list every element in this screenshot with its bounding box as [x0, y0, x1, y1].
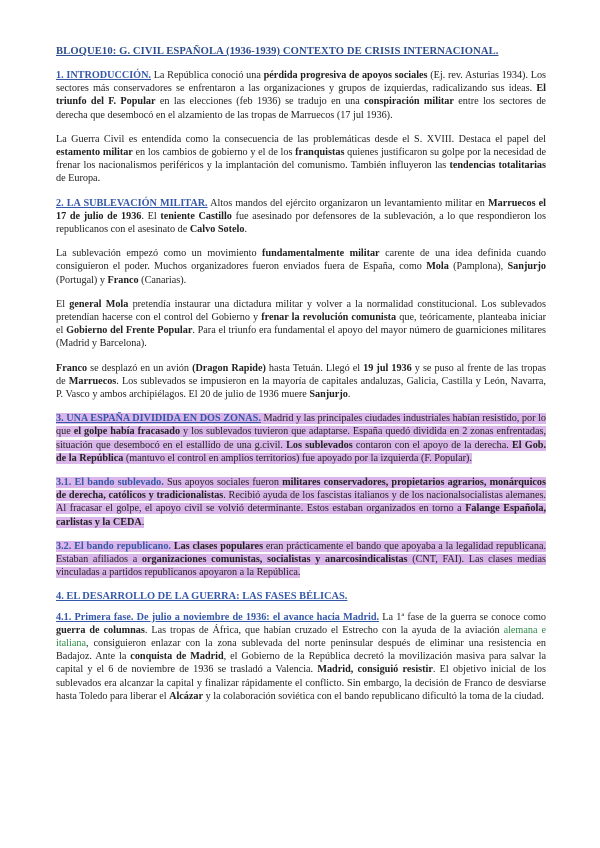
bold-text: Marruecos [68, 375, 117, 387]
paragraph-primera-fase [56, 611, 546, 703]
bold-text: Alcázar [169, 690, 204, 702]
text: de Europa. [56, 173, 101, 185]
text: hasta Tetuán. Llegó el [265, 362, 364, 374]
paragraph-guerra-civil [56, 133, 546, 186]
text: . [141, 516, 145, 528]
bold-text: El triunfo del F. Popular [56, 83, 546, 108]
heading-espana-dividida: 3. UNA ESPAÑA DIVIDIDA EN DOS ZONAS. [56, 413, 261, 425]
paragraph-movimiento [56, 247, 546, 287]
text: . Los sublevados se impusieron en la mayoría de capitales andaluzas, Galicia, Castilla y León, Navarra, P. Vasco y ambos archipiélagos. El 20 de julio de 1936 muere [56, 375, 546, 401]
text: . El objetivo inicial de los sublevados era alcanzar la capital y finalizar rápidamente el conflicto. Sin embargo, la decisión de Franco de desviarse hasta Toledo para liberar el [56, 664, 546, 702]
bold-text: El Gob. de la República [56, 439, 547, 464]
text: (Portugal) y [56, 274, 108, 286]
bold-text: estamento militar [56, 147, 133, 159]
text: (mantuvo el control en amplios territorios) fue apoyado por la izquierda (F. Popular). [123, 452, 472, 464]
text: La Guerra Civil es entendida como la consecuencia de las problemáticas desde el S. XVIII. Destaca el papel del [56, 133, 546, 145]
bold-text: Sanjurjo [507, 261, 547, 273]
text: Madrid y las principales ciudades industriales habían resistido, por lo que [56, 413, 547, 438]
text: eran prácticamente el bando que apoyaba a la legalidad republicana. Estaban afiliados a [56, 540, 547, 566]
text: . [244, 224, 247, 236]
document-title: BLOQUE10: G. CIVIL ESPAÑOLA (1936-1939) CONTEXTO DE CRISIS INTERNACIONAL. [56, 46, 499, 57]
text: Altos mandos del ejército organizaron un levantamiento militar en [207, 197, 489, 209]
text: , el Gobierno de la República decretó la movilización masiva para salvar la capital y el 6 de noviembre de 1936 se trasladó a Valencia. [56, 651, 546, 676]
paragraph-sublevacion [56, 197, 546, 237]
bold-text: 19 jul 1936 [363, 362, 412, 374]
green-text: alemana e italiana [56, 624, 546, 649]
text: en los cambios de gobierno y el de los [132, 147, 296, 159]
text: El [56, 298, 70, 310]
bold-text: general Mola [69, 298, 129, 310]
text: (CNT, FAI). Las clases medias vinculadas a partidos republicanos apoyaron a la República. [56, 554, 546, 579]
bold-text: Falange Española, carlistas y la CEDA [56, 503, 546, 528]
bold-text: fundamentalmente militar [262, 248, 380, 260]
paragraph-franco [56, 362, 546, 402]
text: . El [141, 210, 161, 222]
bold-text: tendencias totalitarias [449, 160, 546, 172]
text: (Canarias). [138, 274, 187, 286]
text: entre los sectores de derecha que desembocó en el alzamiento de las tropas de Marruecos (17 jul 1936). [56, 96, 546, 121]
heading-bando-sublevado: 3.1. El bando sublevado. [56, 477, 164, 489]
heading-desarrollo-guerra: 4. EL DESARROLLO DE LA GUERRA: LAS FASES BÉLICAS. [56, 590, 348, 602]
text: se desplazó en un avión [87, 362, 193, 374]
bold-text: Las clases populares [173, 540, 264, 552]
document-page [56, 46, 546, 714]
text: . Para el triunfo era fundamental el apoyo del mayor número de guarniciones militares (Madrid y Barcelona). [56, 325, 546, 350]
paragraph-introduccion [56, 69, 546, 122]
bold-text: Madrid, consiguió resistir [317, 664, 433, 676]
text: (Ej. rev. Asturias 1934). Los sectores más conservadores se enfrentaron a las organizaciones y grupos de izquierdas, radicalizando sus ideas. [56, 70, 546, 95]
text: quienes justificaron su golpe por la necesidad de frenar los nacionalismos periféricos y la implantación del comunismo. También influyeron las [56, 147, 547, 172]
bold-text: frenar la revolución comunista [261, 312, 397, 324]
text: La sublevación empezó como un movimiento [56, 248, 263, 260]
paragraph-general-mola [56, 298, 546, 351]
paragraph-bando-sublevado [56, 476, 546, 529]
text: fue asesinado por defensores de la sublevación, a lo que respondieron los republicanos con el asesinato de [56, 210, 546, 236]
text: . Las tropas de África, que habían cruzado el Estrecho con la ayuda de la aviación [144, 624, 504, 636]
paragraph-espana-dividida [56, 412, 546, 465]
text: , consiguieron enlazar con la zona sublevada del norte peninsular después de eliminar una resistencia en Badajoz. Ante la [56, 637, 546, 663]
bold-text: conquista de Madrid [130, 651, 224, 663]
text: y se puso al frente de las tropas de [56, 362, 546, 387]
bold-text: conspiración militar [364, 96, 454, 108]
bold-text: guerra de columnas [56, 624, 145, 636]
bold-text: pérdida progresiva de apoyos sociales [263, 70, 428, 81]
bold-text: Calvo Sotelo [189, 224, 245, 236]
text: Sus apoyos sociales fueron [163, 477, 283, 489]
text: pretendía instaurar una dictadura militar y volver a la normalidad constitucional. Los sublevados pretendían hacerse con el control del Gobierno y [56, 298, 546, 324]
bold-text: Sanjurjo [309, 389, 348, 401]
text: carente de una idea definida cuando consiguieron el poder. Muchos organizadores fueron enviados fuera de España, como [56, 248, 546, 273]
text: contaron con el apoyo de la derecha. [352, 439, 512, 451]
text: La República conoció una [150, 70, 264, 81]
bold-text: teniente Castillo [160, 210, 232, 222]
text: en las elecciones (feb 1936) se tradujo en una [155, 96, 365, 108]
heading-bando-republicano: 3.2. El bando republicano. [56, 540, 171, 552]
text: . Recibió ayuda de los fascistas italianos y de los nacionalsocialistas alemanes. Al fracasar el golpe, el apoyo civil se volvió determinante. Estos estaban organizados en torno a [56, 490, 546, 515]
bold-text: el golpe había fracasado [73, 426, 181, 438]
bold-text: organizaciones comunistas, socialistas y anarcosindicalistas [141, 554, 408, 566]
bold-text: franquistas [295, 147, 345, 159]
bold-text: Los sublevados [286, 439, 353, 451]
bold-text: (Dragon Rapide) [192, 362, 266, 374]
text: La 1ª fase de la guerra se conoce como [379, 611, 546, 623]
text: y los sublevados tuvieron que adaptarse. España quedó dividida en 2 zonas enfrentadas, situación que desembocó en el estallido de una g.civil. [56, 426, 546, 451]
heading-sublevacion: 2. LA SUBLEVACIÓN MILITAR. [56, 197, 208, 209]
text: (Pamplona), [448, 261, 508, 273]
bold-text: Franco [107, 274, 139, 286]
text: . [347, 389, 351, 401]
bold-text: Mola [426, 261, 449, 273]
bold-text: militares conservadores, propietarios agrarios, monárquicos de derecha, católicos y tradicionalistas [56, 477, 546, 502]
bold-text: Marruecos el 17 de julio de 1936 [56, 197, 546, 222]
text: que, teóricamente, planteaba iniciar el [56, 312, 546, 337]
heading-introduccion: 1. INTRODUCCIÓN. [56, 70, 151, 81]
paragraph-bando-republicano [56, 540, 546, 580]
bold-text: Gobierno del Frente Popular [66, 325, 193, 337]
heading-primera-fase: 4.1. Primera fase. De julio a noviembre de 1936: el avance hacia Madrid. [56, 611, 380, 623]
text: y la colaboración soviética con el bando republicano dificultó la toma de la ciudad. [203, 690, 544, 702]
bold-text: Franco [56, 362, 88, 374]
